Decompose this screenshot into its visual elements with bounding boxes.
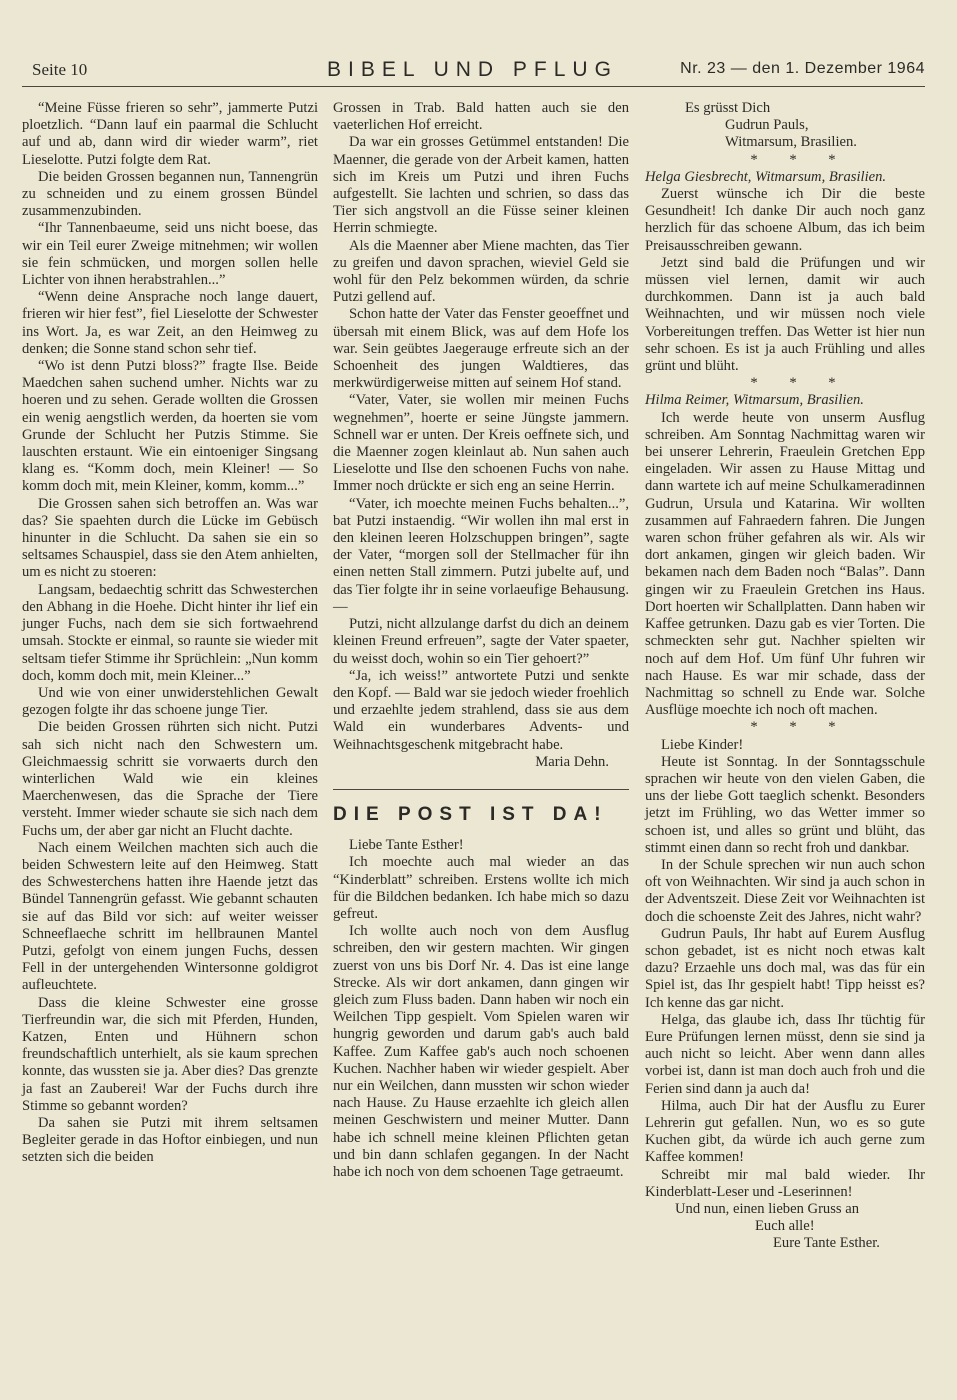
letter-heading: Hilma Reimer, Witmarsum, Brasilien. [645, 392, 864, 409]
letter-paragraph: In der Schule sprechen wir nun auch schon oft von Weihnachten. Wir sind ja auch schon in der Adventszeit. Diese Zeit vor Weihnachten ist doch die schoenste Zeit des Jahres, nicht wahr? [645, 856, 925, 925]
letter-salutation: Liebe Tante Esther! [349, 837, 464, 854]
story-paragraph: Die Grossen sahen sich betroffen an. Was war das? Sie spaehten durch die Lücke im Gebüsch hinunter in die Schlucht. Da sahen sie ein so seltsames Schauspiel, dass sie den Atem anhielten, um es nicht zu stoeren: [22, 495, 318, 581]
letter-paragraph: Jetzt sind bald die Prüfungen und wir müssen viel lernen, damit wir auch durchkommen. Dann ist ja auch bald Weihnachten, und wir müssen noch viele Vorbereitungen treffen. Das Wetter ist hier nun sehr schoen. Es ist ja auch Frühling und alles grünt und blüht. [645, 254, 925, 375]
story-paragraph: Die beiden Grossen rührten sich nicht. Putzi sah sich nicht nach den Schwestern um. Gleichmaessig schritt sie vorwaerts durch den winterlichen Wald wie ein kleines Maerchenwesen, das die Sprache der Tiere versteht. Immer wieder schaute sie sich nach dem Fuchs um, der aber gar nicht an Flucht dachte. [22, 719, 318, 839]
section-divider [333, 789, 629, 790]
column-1 [22, 100, 318, 1167]
story-paragraph: Schon hatte der Vater das Fenster geoeffnet und übersah mit einem Blick, was auf dem Hofe los war. Sein geübtes Jaegerauge erfreute sich an der Schoenheit des jungen Waldtieres, das merkwürdigerweise mitten auf seinem Hof stand. [333, 306, 629, 392]
letter-closing: Es grüsst Dich [685, 100, 771, 116]
letter-signature: Eure Tante Esther. [773, 1235, 880, 1252]
letter-signer: Gudrun Pauls, [725, 117, 809, 134]
story-paragraph: Grossen in Trab. Bald hatten auch sie den vaeterlichen Hof erreicht. [333, 100, 629, 134]
letter-paragraph: Ich wollte auch noch von dem Ausflug schreiben, den wir gestern machten. Wir gingen zuerst von uns bis Dorf Nr. 4. Das ist eine lange Strecke. Als wir dort ankamen, dann gingen wir gleich zum Fluss baden. Dann haben wir noch ein Weilchen Tipp gespielt. Vom Spielen waren wir hungrig geworden und darum gab's auch bald Kaffee. Zum Kaffee gab's auch noch schoenen Kuchen. Nachher haben wir wieder gespielt. Aber nur ein Weilchen, dann mussten wir schon wieder nach Hause. Zu Hause erzaehlte ich gleich allen meinen Geschwistern und meiner Mutter. Dann habe ich schnell meine kleinen Pflichten getan und bin dann schlafen gegangen. In der Nacht habe ich noch von dem schoenen Tage getraeumt. [333, 923, 629, 1180]
post-section-title: DIE POST IST DA! [333, 803, 608, 825]
story-paragraph: Da sahen sie Putzi mit ihrem seltsamen Begleiter gerade in das Hoftor einbiegen, und nun setzten sich die beiden [22, 1114, 318, 1166]
story-paragraph: Als die Maenner aber Miene machten, das Tier zu greifen und davon sprachen, wieviel Geld sie wohl für den Pelz bekommen würden, da schrie Putzi gellend auf. [333, 237, 629, 306]
letter-paragraph: Gudrun Pauls, Ihr habt auf Eurem Ausflug schon gebadet, ist es nicht noch etwas kalt dazu? Erzaehle uns doch mal, was das für ein Spiel ist, das Ihr gespielt habt! Tipp heisst es? Ich kenne das gar nicht. [645, 925, 925, 1011]
story-paragraph: Die beiden Grossen begannen nun, Tannengrün zu schneiden und zu einem grossen Bündel zusammenzubinden. [22, 168, 318, 220]
letter-signer-place: Witmarsum, Brasilien. [725, 134, 857, 151]
letter-paragraph: Helga, das glaube ich, dass Ihr tüchtig für Eure Prüfungen lernen müsst, denn sie sind ja auch nicht so leicht. Aber wenn dann alles vorbei ist, dann ist man doch auch froh und die Ferien sind dann ja auch da! [645, 1011, 925, 1097]
masthead-title: BIBEL UND PFLUG [327, 58, 618, 81]
letter-signature-block [645, 100, 925, 152]
section-stars: * * * [750, 375, 850, 392]
letter-closing: Euch alle! [755, 1218, 815, 1235]
section-stars: * * * [750, 719, 850, 736]
letter-paragraph: Zuerst wünsche ich Dir die beste Gesundheit! Ich danke Dir auch noch ganz herzlich für das schoene Album, das ich beim Preisausschreiben gewann. [645, 186, 925, 254]
section-stars: * * * [750, 151, 850, 168]
story-paragraph: “Wenn deine Ansprache noch lange dauert, frieren wir hier fest”, fiel Lieselotte der Schwester ins Wort. Ja, es war Zeit, an den Heimweg zu denken; die Sonne stand schon sehr tief. [22, 289, 318, 357]
story-paragraph: “Ja, ich weiss!” antwortete Putzi und senkte den Kopf. — Bald war sie jedoch wieder froehlich und erzaehlte jedem strahlend, dass sie aus dem Wald ein wunderbares Advents- und Weihnachtsgeschenk mitgebracht habe. [333, 667, 629, 753]
letter-heading: Helga Giesbrecht, Witmarsum, Brasilien. [645, 168, 887, 185]
story-author: Maria Dehn. [535, 753, 609, 770]
story-paragraph: “Meine Füsse frieren so sehr”, jammerte Putzi ploetzlich. “Dann lauf ein paarmal die Schlucht auf und ab, dann wird dir wieder warm”, riet Lieselotte. Putzi folgte dem Rat. [22, 100, 318, 168]
story-paragraph: “Vater, ich moechte meinen Fuchs behalten...”, bat Putzi instaendig. “Wir wollen ihn mal erst in den kleinen leeren Holzschuppen bringen”, sagte der Vater, “morgen soll der Stellmacher für ihn einen netten Stall zimmern. Putzi jubelte auf, und das Tier folgte ihr in seine vorlaeufige Behausung. — [333, 495, 629, 615]
page-header [22, 58, 925, 87]
story-paragraph: Da war ein grosses Getümmel entstanden! Die Maenner, die gerade von der Arbeit kamen, hatten sich im Kreis um Putzi und ihren Fuchs aufgestellt. Sie lachten und schrien, so dass das Tier sich angstvoll an die Füsse seiner kleinen Herrin schmiegte. [333, 134, 629, 237]
letter-closing: Und nun, einen lieben Gruss an [675, 1201, 860, 1217]
letter-paragraph: Ich moechte auch mal wieder an das “Kinderblatt” schreiben. Erstens wollte ich mich für die Bildchen bedanken. Ich habe mich so dazu gefreut. [333, 854, 629, 922]
column-3 [645, 100, 925, 1253]
story-paragraph: Dass die kleine Schwester eine grosse Tierfreundin war, die sich mit Pferden, Hunden, Katzen, Enten und Hühnern schon freundschaftlich unterhielt, als sie kaum sprechen konnte, das wussten sie ja. Aber dies? Das grenzte ja fast an Zauberei! War der Fuchs durch ihre Stimme so gebannt worden? [22, 994, 318, 1114]
letter-paragraph: Heute ist Sonntag. In der Sonntagsschule sprachen wir heute von den vielen Gaben, die uns der liebe Gott taeglich schenkt. Besonders jetzt im Frühling, wo das Wetter immer so schoen ist, und alles so grünt und blüht, das stimmt einen dann so recht froh und dankbar. [645, 753, 925, 856]
letter-paragraph: Ich werde heute von unserm Ausflug schreiben. Am Sonntag Nachmittag waren wir bei unserer Lehrerin, Fraeulein Gretchen Epp eingeladen. Wir assen zu Hause Mittag und dann wartete ich auf meine Schulkameradinnen Gudrun, Ursula und Katarina. Wir wollten zusammen auf Fahraedern fahren. Die Jungen waren schon früher gefahren als wir. Als wir dort ankamen, gingen wir gleich baden. Wir bekamen nach dem Baden noch “Balas”. Dann gingen wir zu Fraeulein Gretchen ins Haus. Dort hoerten wir Schallplatten. Dann haben wir Kaffee getrunken. Dazu gab es vier Torten. Die schmeckten sehr gut. Nachher spielten wir noch auf dem Hof. Um fünf Uhr fuhren wir nach Hause. Es war mir schade, dass der Nachmittag so schnell zu Ende war. Solche Ausflüge moechte ich noch oft machen. [645, 409, 925, 719]
column-2 [333, 100, 629, 1181]
story-paragraph: “Wo ist denn Putzi bloss?” fragte Ilse. Beide Maedchen sahen suchend umher. Nichts war zu hoeren und zu sehen. Gerade wollten die Grossen ein wenig aengstlich werden, da hoerten sie vom Grunde der Schlucht her Putzis Stimme. Sie lauschten erstaunt. Wie ein eintoeniger Singsang klang es. “Komm doch, mein Kleiner! — So komm doch mit, mein Kleiner, komm, komm...” [22, 358, 318, 495]
letter-paragraph: Schreibt mir mal bald wieder. Ihr Kinderblatt-Leser und -Leserinnen! [645, 1166, 925, 1200]
page-number: Seite 10 [32, 60, 88, 79]
story-paragraph: Langsam, bedaechtig schritt das Schwesterchen den Abhang in die Hoehe. Dicht hinter ihr lief ein junger Fuchs, nach dem sie sich fortwaehrend umsah. Stockte er einmal, so raunte sie wieder mit seltsam tiefer Stimme ihr Sprüchlein: „Nun komm doch, komm doch mit, mein Kleiner...” [22, 581, 318, 684]
story-paragraph: Nach einem Weilchen machten sich auch die beiden Schwestern leite auf den Heimweg. Statt des Schwesterchens hatten ihre Haende jetzt das Bündel Tannengrün gefasst. Wie gebannt schauten sie auf das Bild vor sich: auf weiter weisser Schneeflaeche schritt im hellbraunen Mantel Putzi, gefolgt von einem jungen Fuchs, dessen Fell in der untergehenden Wintersonne goldigrot aufleuchtete. [22, 839, 318, 994]
letter-paragraph: Hilma, auch Dir hat der Ausflu zu Eurer Lehrerin gut gefallen. Nun, wo es so gute Kuchen gibt, da würde ich auch gerne zum Kaffee kommen! [645, 1097, 925, 1166]
issue-date: Nr. 23 — den 1. Dezember 1964 [680, 60, 925, 77]
story-paragraph: “Vater, Vater, sie wollen mir meinen Fuchs wegnehmen”, hoerte er seine Jüngste jammern. Schnell war er unten. Der Kreis oeffnete sich, und die Maenner zogen kleinlaut ab. Nun sahen auch Lieselotte und Ilse den schoenen Fuchs von nahe. Immer noch drückte er sich eng an seine Herrin. [333, 392, 629, 495]
story-paragraph: Putzi, nicht allzulange darfst du dich an deinem kleinen Freund erfreuen”, sagte der Vater spaeter, du weisst doch, wohin so ein Tier gehoert?” [333, 616, 629, 667]
letter-salutation: Liebe Kinder! [661, 736, 744, 753]
story-paragraph: “Ihr Tannenbaeume, seid uns nicht boese, das wir ein Teil eurer Zweige mitnehmen; wir wollen sie fein schmücken, und morgen sollen helle Lichter von ihnen herabstrahlen...” [22, 220, 318, 289]
story-paragraph: Und wie von einer unwiderstehlichen Gewalt gezogen folgte ihr das schoene junge Tier. [22, 684, 318, 719]
